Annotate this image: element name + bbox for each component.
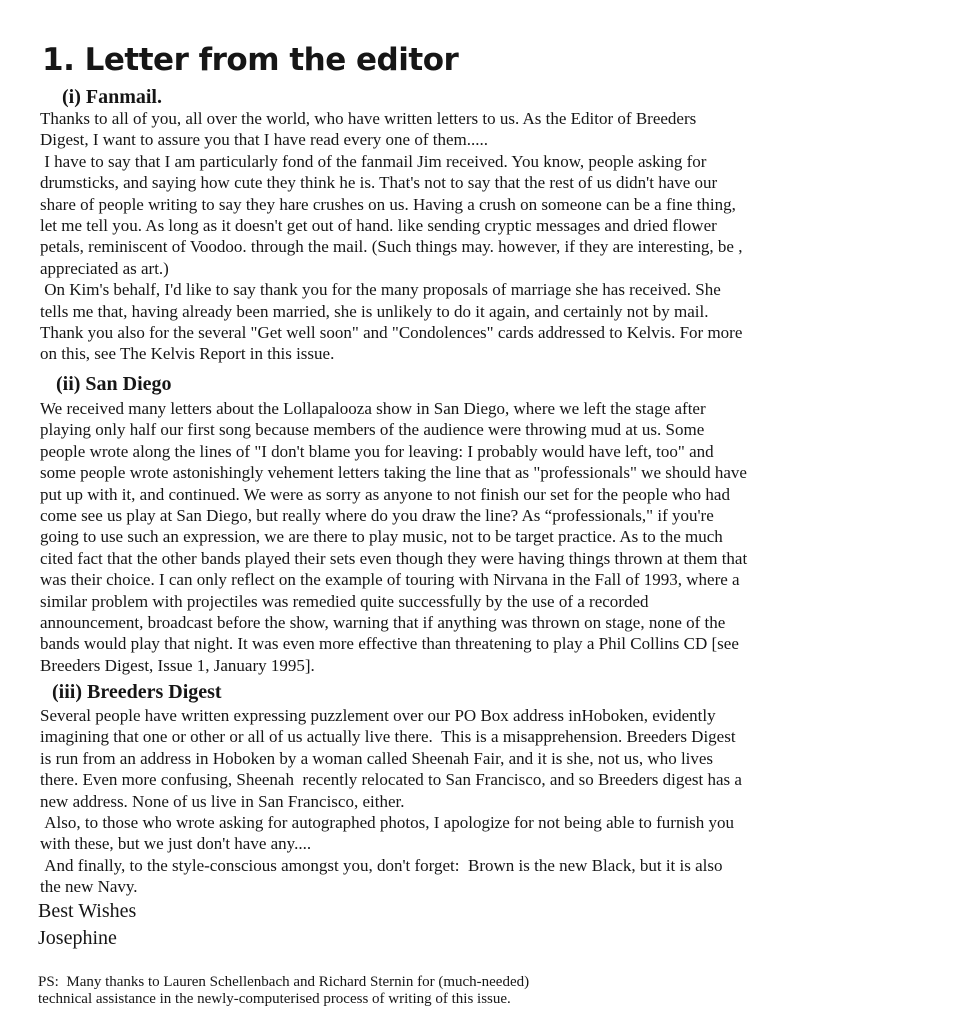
body-line: playing only half our first song because members of the audience were throwing mud at us. Some	[40, 420, 705, 440]
body-line: On Kim's behalf, I'd like to say thank you for the many proposals of marriage she has received. She	[40, 280, 721, 300]
body-line: Several people have written expressing puzzlement over our PO Box address inHoboken, evidently	[40, 706, 716, 725]
body-line: petals, reminiscent of Voodoo. through the mail. (Such things may. however, if they are interesting, be ,	[40, 237, 743, 257]
body-line: with these, but we just don't have any....	[40, 834, 312, 854]
signoff-closing: Best Wishes	[38, 900, 137, 922]
body-line: some people wrote astonishingly vehement letters taking the line that as "professionals" we should have	[40, 463, 747, 483]
body-line: share of people writing to say they hare crushes on us. Having a crush on someone can be a fine thing,	[40, 194, 736, 214]
body-line: bands would play that night. It was even more effective than threatening to play a Phil Collins CD [see	[40, 634, 739, 654]
body-line: was their choice. I can only reflect on the example of touring with Nirvana in the Fall of 1993, where a	[40, 570, 740, 590]
section-heading-breeders-digest: (iii) Breeders Digest	[52, 681, 222, 703]
body-line: And finally, to the style-conscious amongst you, don't forget: Brown is the new Black, but it is also	[40, 855, 723, 875]
body-line: Also, to those who wrote asking for autographed photos, I apologize for not being able to furnish you	[40, 813, 735, 833]
postscript	[38, 974, 738, 1008]
body-line: Thank you also for the several "Get well soon" and "Condolences" cards addressed to Kelvis. For more	[40, 323, 743, 343]
signoff-signature: Josephine	[38, 927, 117, 949]
body-line: on this, see The Kelvis Report in this issue.	[40, 344, 335, 364]
body-line: going to use such an expression, we are there to play music, not to be target practice. As to the much	[40, 527, 723, 547]
body-line: I have to say that I am particularly fond of the fanmail Jim received. You know, people asking for	[40, 151, 707, 171]
body-line: Thanks to all of you, all over the world, who have written letters to us. As the Editor of Breeders	[40, 109, 697, 128]
body-line: Digest, I want to assure you that I have read every one of them.....	[40, 130, 488, 150]
body-line: put up with it, and continued. We were as sorry as anyone to not finish our set for the people who had	[40, 484, 730, 504]
body-line: tells me that, having already been married, she is unlikely to do it again, and certainly not by mail.	[40, 301, 709, 321]
postscript-line: technical assistance in the newly-computerised process of writing of this issue.	[38, 991, 511, 1007]
postscript-line: PS: Many thanks to Lauren Schellenbach and Richard Sternin for (much-needed)	[38, 974, 530, 990]
body-line: people wrote along the lines of "I don't blame you for leaving: I probably would have left, too" and	[40, 441, 714, 461]
section-heading-san-diego: (ii) San Diego	[56, 373, 172, 395]
body-line: the new Navy.	[40, 877, 138, 897]
body-line: there. Even more confusing, Sheenah recently relocated to San Francisco, and so Breeders digest has a	[40, 770, 742, 790]
body-line: is run from an address in Hoboken by a woman called Sheenah Fair, and it is she, not us, who lives	[40, 748, 714, 768]
page-title: 1. Letter from the editor	[42, 42, 459, 78]
body-line: announcement, broadcast before the show, warning that if anything was thrown on stage, none of the	[40, 613, 726, 633]
body-line: We received many letters about the Lollapalooza show in San Diego, where we left the stage after	[40, 399, 706, 418]
body-line: cited fact that the other bands played their sets even though they were having things thrown at them that	[40, 548, 748, 568]
body-line: let me tell you. As long as it doesn't get out of hand. like sending cryptic messages and dried flower	[40, 216, 717, 236]
body-line: Breeders Digest, Issue 1, January 1995].	[40, 655, 315, 675]
body-line: imagining that one or other or all of us actually live there. This is a misapprehension. Breeders Digest	[40, 727, 736, 747]
body-line: drumsticks, and saying how cute they think he is. That's not to say that the rest of us didn't have our	[40, 173, 718, 193]
body-line: similar problem with projectiles was remedied quite successfully by the use of a recorded	[40, 591, 649, 611]
section-body-fanmail	[40, 108, 940, 365]
body-line: appreciated as art.)	[40, 258, 169, 278]
body-line: come see us play at San Diego, but really where do you draw the line? As “professionals," if you're	[40, 506, 714, 526]
body-line: new address. None of us live in San Francisco, either.	[40, 791, 405, 811]
section-body-breeders-digest	[40, 705, 940, 898]
section-heading-fanmail: (i) Fanmail.	[62, 86, 162, 108]
section-body-san-diego	[40, 398, 940, 676]
